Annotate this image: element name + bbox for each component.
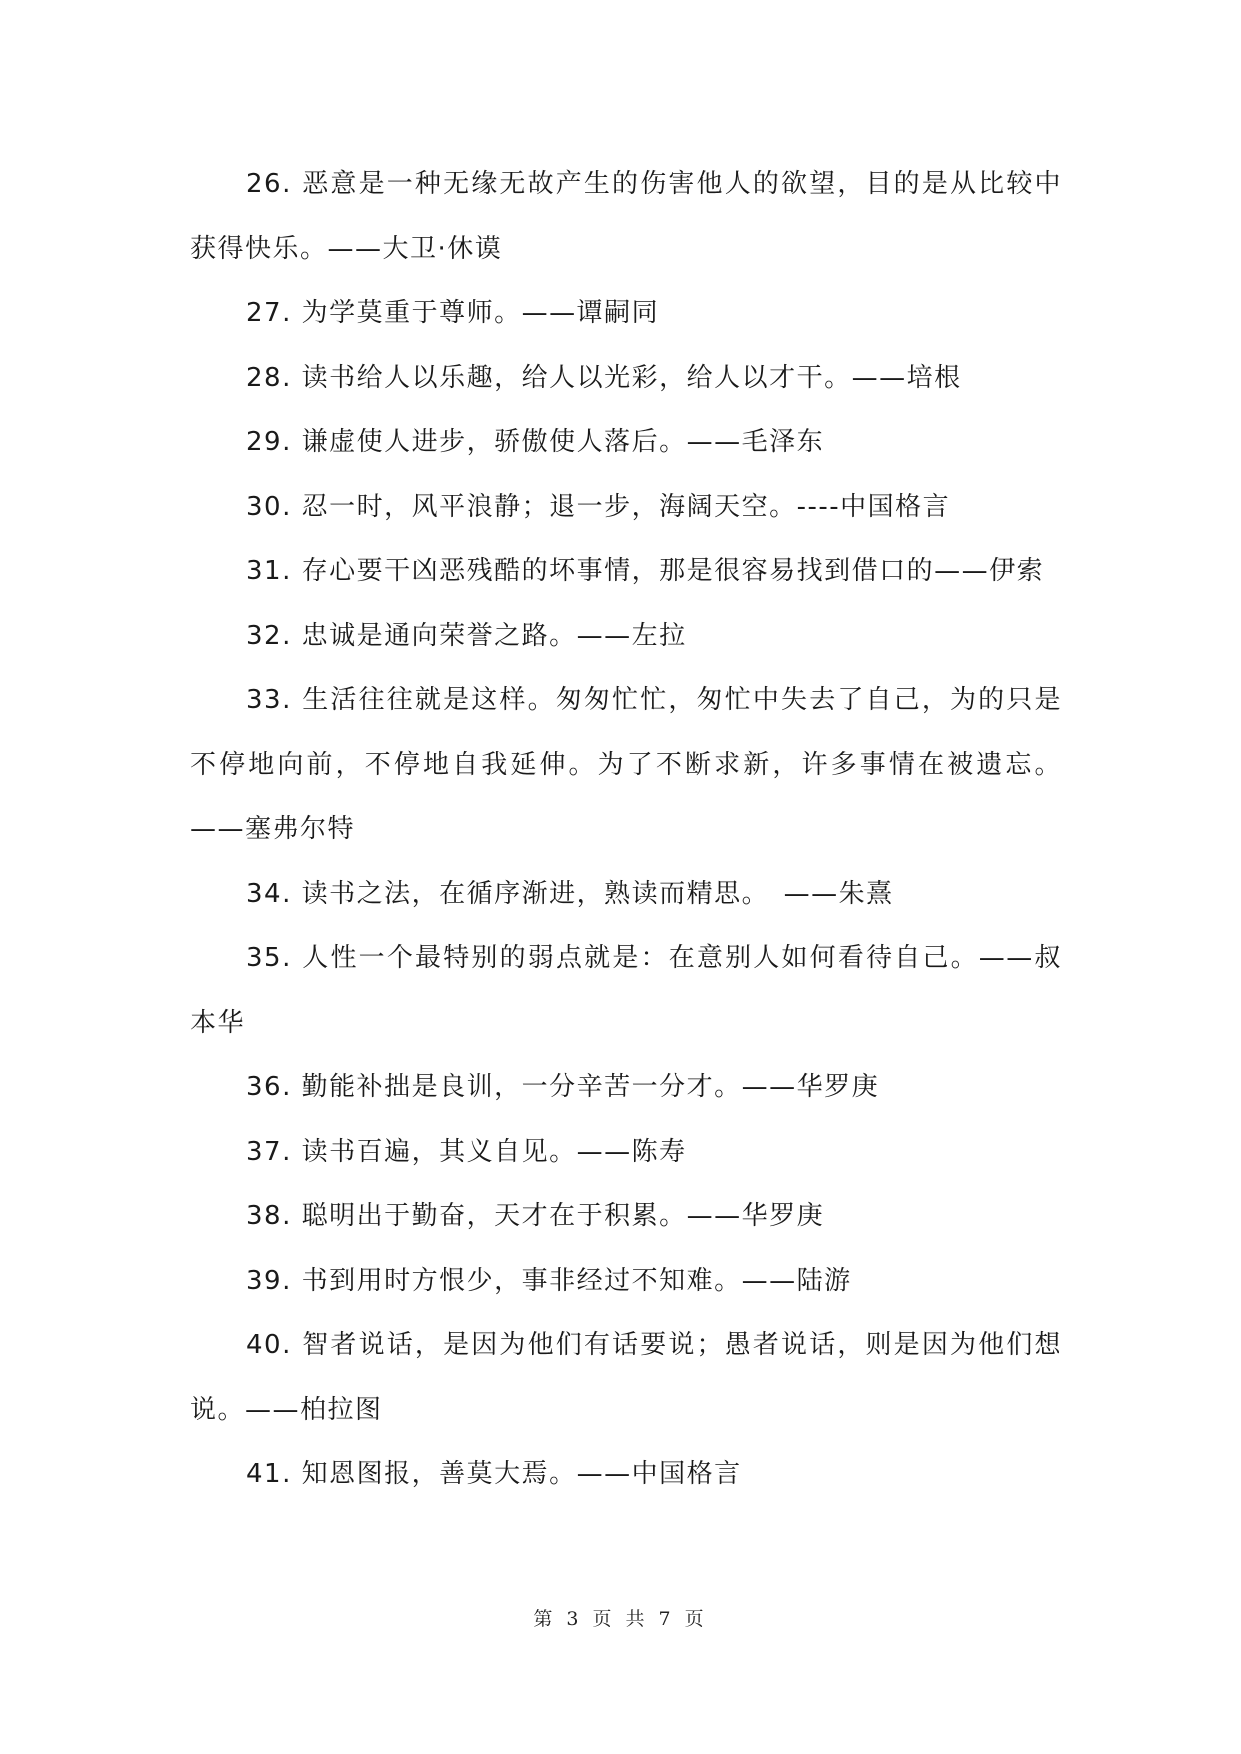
quote-37: 37. 读书百遍，其义自见。——陈寿 [246, 1136, 687, 1167]
quote-33: 33. 生活往往就是这样。匆匆忙忙，匆忙中失去了自己，为的只是不停地向前，不停地自我延伸。为了不断求新，许多事情在被遗忘。——塞弗尔特 [190, 685, 1062, 844]
quote-27: 27. 为学莫重于尊师。——谭嗣同 [246, 298, 660, 328]
quote-36: 36. 勤能补拙是良训，一分辛苦一分才。——华罗庚 [246, 1072, 880, 1102]
quote-39: 39. 书到用时方恨少，事非经过不知难。——陆游 [246, 1265, 852, 1296]
quote-28: 28. 读书给人以乐趣，给人以光彩，给人以才干。——培根 [246, 362, 962, 393]
quote-26: 26. 恶意是一种无缘无故产生的伤害他人的欲望，目的是从比较中获得快乐。——大卫·休谟 [190, 169, 1062, 264]
quote-30: 30. 忍一时，风平浪静；退一步，海阔天空。----中国格言 [246, 491, 951, 522]
quote-32: 32. 忠诚是通向荣誉之路。——左拉 [246, 620, 687, 651]
quote-40: 40. 智者说话，是因为他们有话要说；愚者说话，则是因为他们想说。——柏拉图 [190, 1330, 1062, 1425]
quote-list [190, 152, 1062, 1507]
quote-41: 41. 知恩图报，善莫大焉。——中国格言 [246, 1459, 742, 1489]
quote-34: 34. 读书之法，在循序渐进，熟读而精思。 ——朱熹 [246, 878, 894, 909]
page-number-footer: 第 3 页 共 7 页 [533, 1608, 708, 1630]
quote-31: 31. 存心要干凶恶残酷的坏事情，那是很容易找到借口的——伊索 [246, 556, 1045, 586]
quote-35: 35. 人性一个最特别的弱点就是：在意别人如何看待自己。——叔本华 [190, 943, 1062, 1038]
quote-29: 29. 谦虚使人进步，骄傲使人落后。——毛泽东 [246, 427, 825, 457]
quote-38: 38. 聪明出于勤奋，天才在于积累。——华罗庚 [246, 1201, 825, 1231]
